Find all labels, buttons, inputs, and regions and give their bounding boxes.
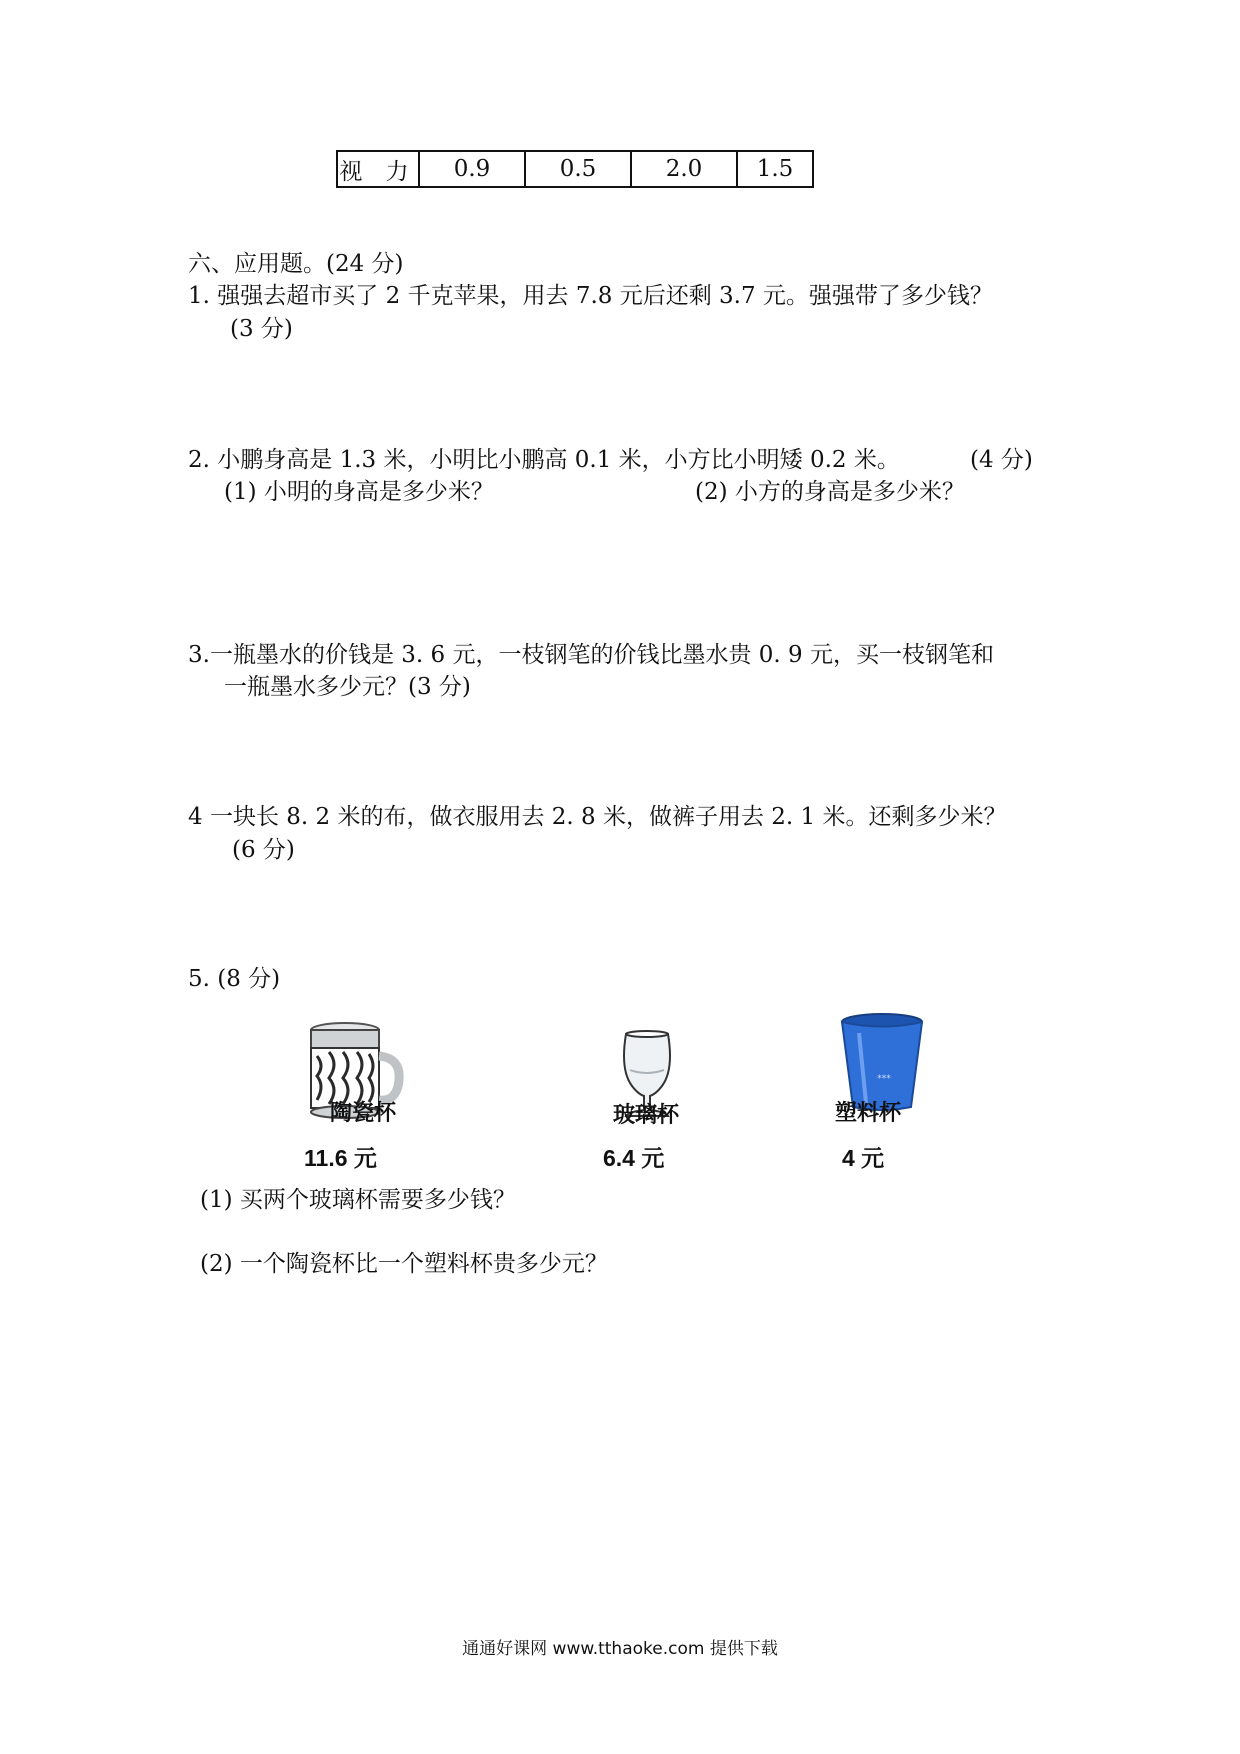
question-4-score: (6 分) bbox=[232, 837, 295, 863]
question-1-text: 1. 强强去超市买了 2 千克苹果，用去 7.8 元后还剩 3.7 元。强强带了多少钱？ bbox=[188, 283, 993, 309]
question-2-text: 2. 小鹏身高是 1.3 米，小明比小鹏高 0.1 米，小方比小明矮 0.2 米。 bbox=[188, 447, 900, 473]
question-5-sub-2: (2) 一个陶瓷杯比一个塑料杯贵多少元？ bbox=[200, 1251, 608, 1277]
question-2-sub-2: (2) 小方的身高是多少米？ bbox=[695, 479, 965, 505]
vision-value-cell: 2.0 bbox=[631, 151, 737, 187]
plastic-cup-price: 4 元 bbox=[842, 1145, 885, 1171]
vision-value-cell: 0.5 bbox=[525, 151, 631, 187]
ceramic-cup-price: 11.6 元 bbox=[304, 1145, 377, 1171]
question-3-text: 3.一瓶墨水的价钱是 3. 6 元，一枝钢笔的价钱比墨水贵 0. 9 元，买一枝钢笔和 bbox=[188, 642, 994, 668]
vision-header-cell: 视 力 bbox=[337, 151, 419, 187]
question-3-text-cont: 一瓶墨水多少元？(3 分) bbox=[224, 674, 471, 700]
table-row bbox=[337, 151, 813, 187]
question-5-sub-1: (1) 买两个玻璃杯需要多少钱？ bbox=[200, 1187, 516, 1213]
question-4-text: 4 一块长 8. 2 米的布，做衣服用去 2. 8 米，做裤子用去 2. 1 米。还剩多少米？ bbox=[188, 804, 1007, 830]
ceramic-cup-label: 陶瓷杯 bbox=[330, 1100, 397, 1125]
svg-text:***: *** bbox=[877, 1074, 891, 1084]
question-5-title: 5. (8 分) bbox=[188, 966, 281, 992]
plastic-cup-label: 塑料杯 bbox=[835, 1100, 902, 1125]
footer-text: 通通好课网 www.tthaoke.com 提供下载 bbox=[462, 1639, 778, 1659]
vision-table bbox=[336, 150, 814, 188]
glass-cup-label: 玻璃杯 bbox=[613, 1102, 680, 1127]
question-1-score: (3 分) bbox=[230, 316, 293, 342]
vision-value-cell: 0.9 bbox=[419, 151, 525, 187]
glass-cup-price: 6.4 元 bbox=[603, 1145, 665, 1171]
section-title: 六、应用题。(24 分) bbox=[188, 251, 404, 277]
vision-value-cell: 1.5 bbox=[737, 151, 813, 187]
question-2-sub-1: (1) 小明的身高是多少米？ bbox=[224, 479, 494, 505]
question-2-score: (4 分) bbox=[970, 447, 1033, 473]
